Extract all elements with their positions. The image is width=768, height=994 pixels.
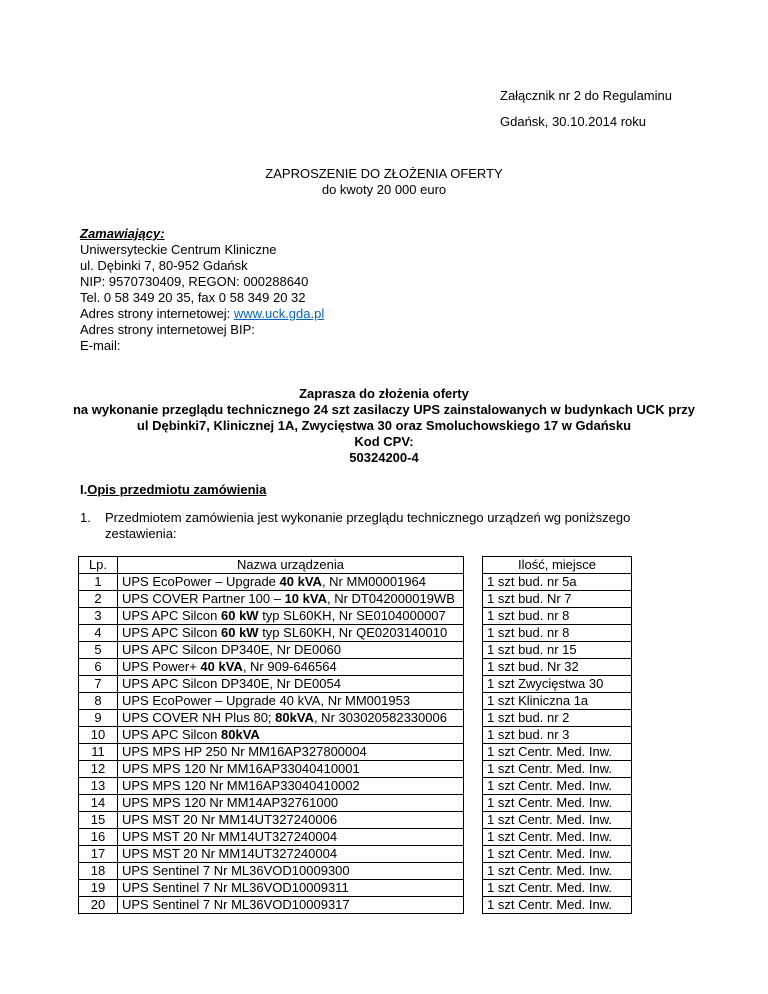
header-qty: Ilość, miejsce xyxy=(483,557,632,574)
row-device-name xyxy=(118,591,464,608)
table-row xyxy=(79,642,632,659)
row-lp: 17 xyxy=(79,846,118,863)
table-row xyxy=(79,761,632,778)
device-name-text: UPS APC Silcon xyxy=(122,608,221,623)
device-name-text: UPS EcoPower – Upgrade xyxy=(122,574,280,589)
table-row xyxy=(79,863,632,880)
cpv-label: Kod CPV: xyxy=(354,434,414,449)
row-gap xyxy=(464,710,483,727)
table-row xyxy=(79,676,632,693)
website-link[interactable]: www.uck.gda.pl xyxy=(233,306,325,321)
table-row xyxy=(79,591,632,608)
row-device-name xyxy=(118,693,464,710)
row-gap xyxy=(464,642,483,659)
device-name-text: UPS MST 20 Nr MM14UT327240004 xyxy=(122,829,338,844)
row-gap xyxy=(464,744,483,761)
row-gap xyxy=(464,659,483,676)
table-row xyxy=(79,829,632,846)
device-name-text: UPS APC Silcon DP340E, Nr DE0060 xyxy=(122,642,341,657)
row-lp: 20 xyxy=(79,897,118,914)
device-name-text: UPS MPS HP 250 Nr MM16AP327800004 xyxy=(122,744,367,759)
row-gap xyxy=(464,727,483,744)
device-name-text: UPS MST 20 Nr MM14UT327240004 xyxy=(122,846,338,861)
device-name-text: UPS COVER Partner 100 – xyxy=(122,591,285,606)
row-qty-location: 1 szt Centr. Med. Inw. xyxy=(483,846,632,863)
row-lp: 19 xyxy=(79,880,118,897)
header-gap xyxy=(464,557,483,574)
row-device-name xyxy=(118,778,464,795)
row-qty-location: 1 szt bud. nr 5a xyxy=(483,574,632,591)
row-lp: 5 xyxy=(79,642,118,659)
device-name-text: UPS COVER NH Plus 80; xyxy=(122,710,276,725)
table-row xyxy=(79,880,632,897)
invitation-line2: na wykonanie przeglądu technicznego 24 szt zasilaczy UPS zainstalowanych w budynkach UCK przy xyxy=(72,402,695,417)
row-device-name xyxy=(118,659,464,676)
device-name-text: UPS APC Silcon xyxy=(122,625,221,640)
ordering-party-phone: Tel. 0 58 349 20 35, fax 0 58 349 20 32 xyxy=(80,290,306,305)
device-serial-text: , Nr DT042000019WB xyxy=(326,591,455,606)
table-row xyxy=(79,608,632,625)
device-power-rating: 60 kW xyxy=(221,608,259,623)
row-lp: 8 xyxy=(79,693,118,710)
device-serial-text: , Nr 303020582330006 xyxy=(313,710,447,725)
document-subtitle: do kwoty 20 000 euro xyxy=(321,182,447,197)
row-qty-location: 1 szt Centr. Med. Inw. xyxy=(483,812,632,829)
row-qty-location: 1 szt bud. nr 3 xyxy=(483,727,632,744)
row-qty-location: 1 szt bud. nr 15 xyxy=(483,642,632,659)
device-serial-text: , Nr MM00001964 xyxy=(321,574,426,589)
device-power-rating: 10 kVA xyxy=(284,591,327,606)
device-power-rating: 80kVA xyxy=(275,710,314,725)
row-lp: 11 xyxy=(79,744,118,761)
row-qty-location: 1 szt Centr. Med. Inw. xyxy=(483,761,632,778)
ordering-party-block xyxy=(80,226,324,354)
row-lp: 2 xyxy=(79,591,118,608)
table-row xyxy=(79,574,632,591)
device-name-text: UPS MPS 120 Nr MM16AP33040410001 xyxy=(122,761,360,776)
invitation-line3: ul Dębinki7, Klinicznej 1A, Zwycięstwa 30 oraz Smoluchowskiego 17 w Gdańsku xyxy=(136,418,632,433)
device-name-text: UPS APC Silcon DP340E, Nr DE0054 xyxy=(122,676,341,691)
row-qty-location: 1 szt bud. Nr 7 xyxy=(483,591,632,608)
device-name-text: UPS Power+ xyxy=(122,659,201,674)
row-gap xyxy=(464,676,483,693)
row-lp: 3 xyxy=(79,608,118,625)
device-name-text: UPS EcoPower – Upgrade 40 kVA, Nr MM001953 xyxy=(122,693,411,708)
document-title: ZAPROSZENIE DO ZŁOŻENIA OFERTY xyxy=(265,166,503,181)
row-qty-location: 1 szt Zwycięstwa 30 xyxy=(483,676,632,693)
ordering-party-website xyxy=(80,306,324,322)
device-name-text: UPS MPS 120 Nr MM16AP33040410002 xyxy=(122,778,360,793)
table-row xyxy=(79,795,632,812)
table-row xyxy=(79,812,632,829)
ordering-party-email: E-mail: xyxy=(80,338,121,353)
row-device-name xyxy=(118,727,464,744)
row-lp: 13 xyxy=(79,778,118,795)
row-qty-location: 1 szt Centr. Med. Inw. xyxy=(483,863,632,880)
table-row xyxy=(79,897,632,914)
table-row xyxy=(79,744,632,761)
row-gap xyxy=(464,591,483,608)
row-device-name xyxy=(118,574,464,591)
row-lp: 4 xyxy=(79,625,118,642)
row-device-name xyxy=(118,795,464,812)
invitation-line1: Zaprasza do złożenia oferty xyxy=(299,386,469,401)
cpv-code: 50324200-4 xyxy=(349,450,419,465)
row-qty-location: 1 szt Centr. Med. Inw. xyxy=(483,829,632,846)
row-qty-location: 1 szt bud. nr 8 xyxy=(483,625,632,642)
row-gap xyxy=(464,897,483,914)
row-gap xyxy=(464,693,483,710)
row-device-name xyxy=(118,863,464,880)
row-device-name xyxy=(118,829,464,846)
header-lp: Lp. xyxy=(79,557,118,574)
row-device-name xyxy=(118,642,464,659)
row-gap xyxy=(464,625,483,642)
device-serial-text: , Nr 909-646564 xyxy=(242,659,337,674)
ordering-party-name: Uniwersyteckie Centrum Kliniczne xyxy=(80,242,277,257)
ordering-party-label: Zamawiający: xyxy=(80,226,165,241)
website-label: Adres strony internetowej: xyxy=(80,306,234,321)
device-power-rating: 40 kVA xyxy=(279,574,322,589)
row-gap xyxy=(464,795,483,812)
device-power-rating: 40 kVA xyxy=(200,659,243,674)
row-gap xyxy=(464,846,483,863)
row-lp: 18 xyxy=(79,863,118,880)
ordering-party-bip: Adres strony internetowej BIP: xyxy=(80,322,255,337)
row-device-name xyxy=(118,608,464,625)
table-row xyxy=(79,693,632,710)
device-serial-text: typ SL60KH, Nr SE0104000007 xyxy=(258,608,446,623)
device-serial-text: typ SL60KH, Nr QE0203140010 xyxy=(258,625,448,640)
section-heading xyxy=(80,482,266,498)
row-device-name xyxy=(118,812,464,829)
table-row xyxy=(79,625,632,642)
device-name-text: UPS MST 20 Nr MM14UT327240006 xyxy=(122,812,338,827)
table-row xyxy=(79,727,632,744)
item-text-line1: Przedmiotem zamówienia jest wykonanie przeglądu technicznego urządzeń wg poniższego xyxy=(105,510,631,525)
row-qty-location: 1 szt Kliniczna 1a xyxy=(483,693,632,710)
row-gap xyxy=(464,574,483,591)
row-gap xyxy=(464,880,483,897)
row-qty-location: 1 szt Centr. Med. Inw. xyxy=(483,795,632,812)
row-lp: 7 xyxy=(79,676,118,693)
device-name-text: UPS Sentinel 7 Nr ML36VOD10009300 xyxy=(122,863,350,878)
row-qty-location: 1 szt bud. nr 8 xyxy=(483,608,632,625)
row-gap xyxy=(464,778,483,795)
row-qty-location: 1 szt Centr. Med. Inw. xyxy=(483,744,632,761)
header-name: Nazwa urządzenia xyxy=(118,557,464,574)
table-row xyxy=(79,846,632,863)
row-lp: 10 xyxy=(79,727,118,744)
annex-label: Załącznik nr 2 do Regulaminu xyxy=(500,88,672,103)
device-name-text: UPS Sentinel 7 Nr ML36VOD10009311 xyxy=(122,880,349,895)
row-device-name xyxy=(118,676,464,693)
device-power-rating: 60 kW xyxy=(221,625,259,640)
row-lp: 1 xyxy=(79,574,118,591)
device-name-text: UPS MPS 120 Nr MM14AP32761000 xyxy=(122,795,339,810)
row-qty-location: 1 szt bud. Nr 32 xyxy=(483,659,632,676)
table-row xyxy=(79,778,632,795)
row-device-name xyxy=(118,625,464,642)
row-lp: 14 xyxy=(79,795,118,812)
row-qty-location: 1 szt Centr. Med. Inw. xyxy=(483,778,632,795)
row-lp: 16 xyxy=(79,829,118,846)
row-lp: 15 xyxy=(79,812,118,829)
row-gap xyxy=(464,608,483,625)
table-row xyxy=(79,659,632,676)
row-lp: 12 xyxy=(79,761,118,778)
section-number: I. xyxy=(80,482,88,497)
row-device-name xyxy=(118,761,464,778)
device-name-text: UPS Sentinel 7 Nr ML36VOD10009317 xyxy=(122,897,350,912)
row-qty-location: 1 szt Centr. Med. Inw. xyxy=(483,880,632,897)
row-device-name xyxy=(118,710,464,727)
row-lp: 6 xyxy=(79,659,118,676)
row-qty-location: 1 szt bud. nr 2 xyxy=(483,710,632,727)
row-gap xyxy=(464,863,483,880)
item-text-line2: zestawienia: xyxy=(105,526,177,541)
row-gap xyxy=(464,829,483,846)
table-header-row xyxy=(79,557,632,574)
row-lp: 9 xyxy=(79,710,118,727)
row-device-name xyxy=(118,744,464,761)
device-name-text: UPS APC Silcon xyxy=(122,727,221,742)
ordering-party-ids: NIP: 9570730409, REGON: 000288640 xyxy=(80,274,309,289)
row-gap xyxy=(464,812,483,829)
ordering-party-address: ul. Dębinki 7, 80-952 Gdańsk xyxy=(80,258,248,273)
row-qty-location: 1 szt Centr. Med. Inw. xyxy=(483,897,632,914)
devices-table xyxy=(78,556,632,914)
row-gap xyxy=(464,761,483,778)
row-device-name xyxy=(118,897,464,914)
row-device-name xyxy=(118,846,464,863)
device-power-rating: 80kVA xyxy=(221,727,260,742)
row-device-name xyxy=(118,880,464,897)
item-number: 1. xyxy=(80,510,91,525)
table-row xyxy=(79,710,632,727)
place-date: Gdańsk, 30.10.2014 roku xyxy=(500,114,646,129)
section-title: Opis przedmiotu zamówienia xyxy=(87,482,267,497)
